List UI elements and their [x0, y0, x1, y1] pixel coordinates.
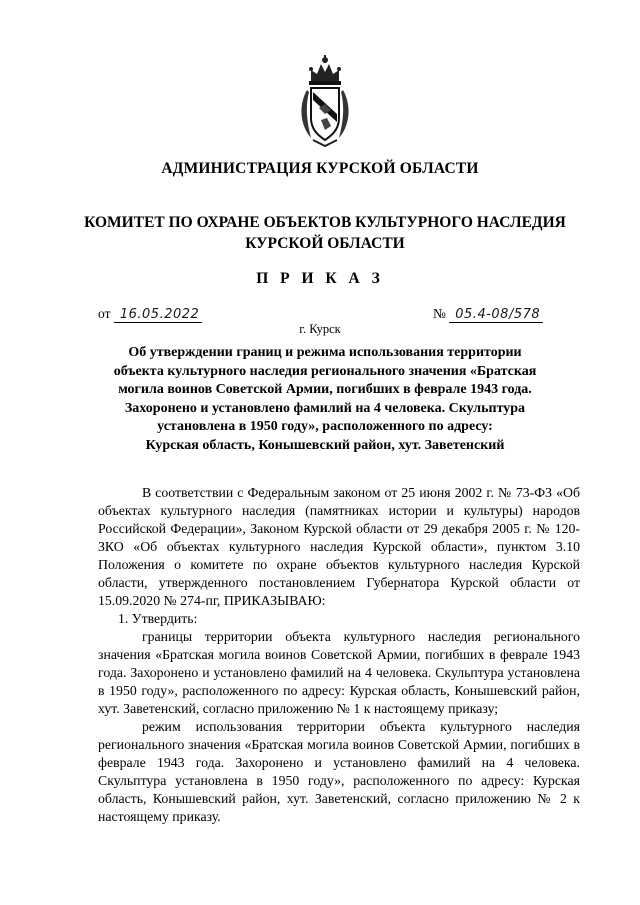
number-value: 05.4-08/578: [449, 307, 543, 323]
title-line: объекта культурного наследия регионального значения «Братская: [113, 363, 537, 379]
kursk-coat-of-arms-icon: [297, 52, 353, 148]
boundaries-paragraph: границы территории объекта культурного наследия регионального значения «Братская могила воинов Советской Армии, погибших в феврале 1943 года. Захоронено и установлено фамилий на 4 человека. Скульптура установлена в 1950 году», расположенного по адресу: Курская область, Конышевский район, хут. Заветенский, согласно приложению № 1 к настоящему приказу;: [98, 629, 580, 716]
committee-heading-line2: КУРСКОЙ ОБЛАСТИ: [245, 235, 405, 252]
committee-heading: [60, 212, 590, 254]
title-line: установлена в 1950 году», расположенного по адресу:: [157, 419, 493, 434]
date-prefix: от: [98, 306, 111, 321]
order-date: [98, 306, 202, 323]
order-body: [98, 484, 580, 826]
administration-heading: АДМИНИСТРАЦИЯ КУРСКОЙ ОБЛАСТИ: [161, 160, 479, 177]
committee-heading-line1: КОМИТЕТ ПО ОХРАНЕ ОБЪЕКТОВ КУЛЬТУРНОГО НАСЛЕДИЯ: [84, 214, 566, 231]
date-value: 16.05.2022: [114, 307, 202, 323]
order-title: [110, 344, 540, 455]
title-line: Об утверждении границ и режима использования территории: [128, 345, 522, 360]
title-line: Захоронено и установлено фамилий на 4 человека. Скульптура: [124, 400, 526, 416]
usage-regime-paragraph: режим использования территории объекта культурного наследия регионального значения «Братская могила воинов Советской Армии, погибших в феврале 1943 года. Захоронено и установлено фамилий на 4 человека. Скульптура установлена в 1950 году», расположенного по адресу: Курская область, Конышевский район, хут. Заветенский, согласно приложению № 2 к настоящему приказу.: [98, 719, 580, 824]
order-item-approve: 1. Утвердить:: [118, 611, 198, 626]
number-prefix: №: [433, 306, 446, 321]
order-number: [433, 306, 543, 323]
city: г. Курск: [299, 322, 341, 336]
title-line: Курская область, Конышевский район, хут. Заветенский: [145, 437, 505, 453]
title-line: могила воинов Советской Армии, погибших в феврале 1943 года.: [118, 382, 532, 397]
document-type: П Р И К А З: [256, 270, 384, 287]
preamble-paragraph: В соответствии с Федеральным законом от 25 июня 2002 г. № 73-ФЗ «Об объектах культурного наследия (памятниках истории и культуры) народов Российской Федерации», Законом Курской области от 29 декабря 2005 г. № 120-ЗКО «Об объектах культурного наследия Курской области», пунктом 3.10 Положения о комитете по охране объектов культурного наследия Курской области, утвержденного постановлением Губернатора Курской области от 15.09.2020 № 274-пг, ПРИКАЗЫВАЮ:: [98, 485, 580, 608]
